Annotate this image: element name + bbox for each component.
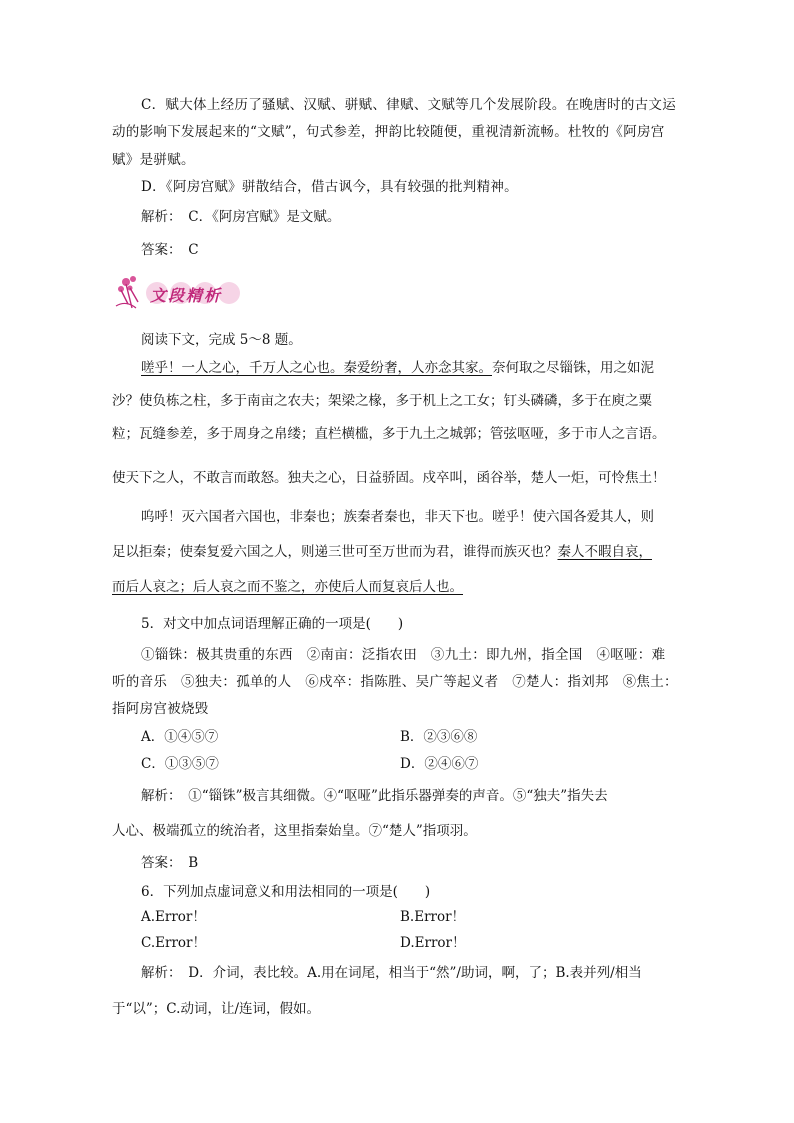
reading-instruction: 阅读下文，完成 5～8 题。: [141, 332, 302, 348]
flower-icon: [112, 272, 152, 314]
option-c-line-2: 动的影响下发展起来的“文赋”，句式参差，押韵比较随便，重视清新流畅。杜牧的《阿房宫: [112, 124, 665, 140]
section-banner: [112, 272, 272, 314]
passage-text: 奈何取之尽锱铢，用之如泥: [492, 360, 654, 376]
question-5-options-line-1: ①锱铢：极其贵重的东西 ②南亩：泛指农田 ③九土：即九州，指全国 ④呕哑：难: [141, 647, 666, 663]
question-5-choice-d: D．②④⑥⑦: [400, 756, 479, 772]
answer-text: 答案： C: [141, 242, 199, 258]
option-c-line-1: C．赋大体上经历了骚赋、汉赋、骈赋、律赋、文赋等几个发展阶段。在晚唐时的古文运: [141, 97, 677, 113]
analysis-text: 解析： C．《阿房宫赋》是文赋。: [141, 209, 341, 225]
passage-p2-line-2: [112, 542, 652, 562]
passage-p1-line-1: [141, 358, 654, 378]
question-5-analysis-line-2: 人心、极端孤立的统治者，这里指秦始皇。⑦“楚人”指项羽。: [112, 823, 477, 839]
question-6-choice-a: A.Error！: [141, 909, 206, 925]
question-5-choice-b: B．②③⑥⑧: [400, 729, 478, 745]
question-5-choice-c: C．①③⑤⑦: [141, 756, 219, 772]
section-title: 文段精析: [150, 286, 223, 305]
question-5-choice-a: A．①④⑤⑦: [141, 729, 219, 745]
option-c-line-3: 赋》是骈赋。: [112, 152, 195, 168]
passage-p1-line-2: 沙？使负栋之柱，多于南亩之农夫；架梁之椽，多于机上之工女；钉头磷磷，多于在庾之粟: [112, 393, 652, 409]
passage-p2-line-3: [112, 577, 463, 597]
question-6-choice-d: D.Error！: [400, 935, 466, 951]
question-6-analysis-line-1: 解析： D．介词，表比较。A.用在词尾，相当于“然”/助词，啊，了；B.表并列/相当: [141, 965, 642, 981]
option-d-line: D．《阿房宫赋》骈散结合，借古讽今，具有较强的批判精神。: [141, 179, 518, 195]
passage-p2-line-1: 呜呼！灭六国者六国也，非秦也；族秦者秦也，非天下也。嗟乎！使六国各爱其人，则: [141, 509, 654, 525]
question-5-options-line-2: 听的音乐 ⑤独夫：孤单的人 ⑥戍卒：指陈胜、吴广等起义者 ⑦楚人：指刘邦 ⑧焦土：: [112, 674, 678, 690]
underlined-sentence: 而后人哀之；后人哀之而不鉴之，亦使后人而复哀后人也。: [112, 579, 463, 595]
question-6-choice-c: C.Error！: [141, 935, 206, 951]
passage-p1-line-4: 使天下之人，不敢言而敢怒。独夫之心，日益骄固。戍卒叫，函谷举，楚人一炬，可怜焦土！: [112, 470, 666, 486]
question-5-options-line-3: 指阿房宫被烧毁: [112, 701, 209, 717]
question-6-analysis-line-2: 于“以”；C.动词，让/连词，假如。: [112, 1001, 320, 1017]
underlined-sentence: 秦人不暇自哀，: [557, 544, 652, 560]
underlined-sentence: 嗟乎！一人之心，千万人之心也。秦爱纷奢，人亦念其家。: [141, 360, 492, 376]
question-6-choice-b: B.Error！: [400, 909, 466, 925]
passage-p1-line-3: 粒；瓦缝参差，多于周身之帛缕；直栏横槛，多于九土之城郭；管弦呕哑，多于市人之言语。: [112, 426, 666, 442]
question-5-analysis-line-1: 解析： ①“锱铢”极言其细微。④“呕哑”此指乐器弹奏的声音。⑤“独夫”指失去: [141, 788, 608, 804]
passage-text: 足以拒秦；使秦复爱六国之人，则递三世可至万世而为君，谁得而族灭也？: [112, 544, 558, 560]
question-5-answer: 答案： B: [141, 855, 199, 871]
question-6-stem: 6．下列加点虚词意义和用法相同的一项是( ): [141, 884, 431, 900]
question-5-stem: 5．对文中加点词语理解正确的一项是( ): [141, 616, 404, 632]
